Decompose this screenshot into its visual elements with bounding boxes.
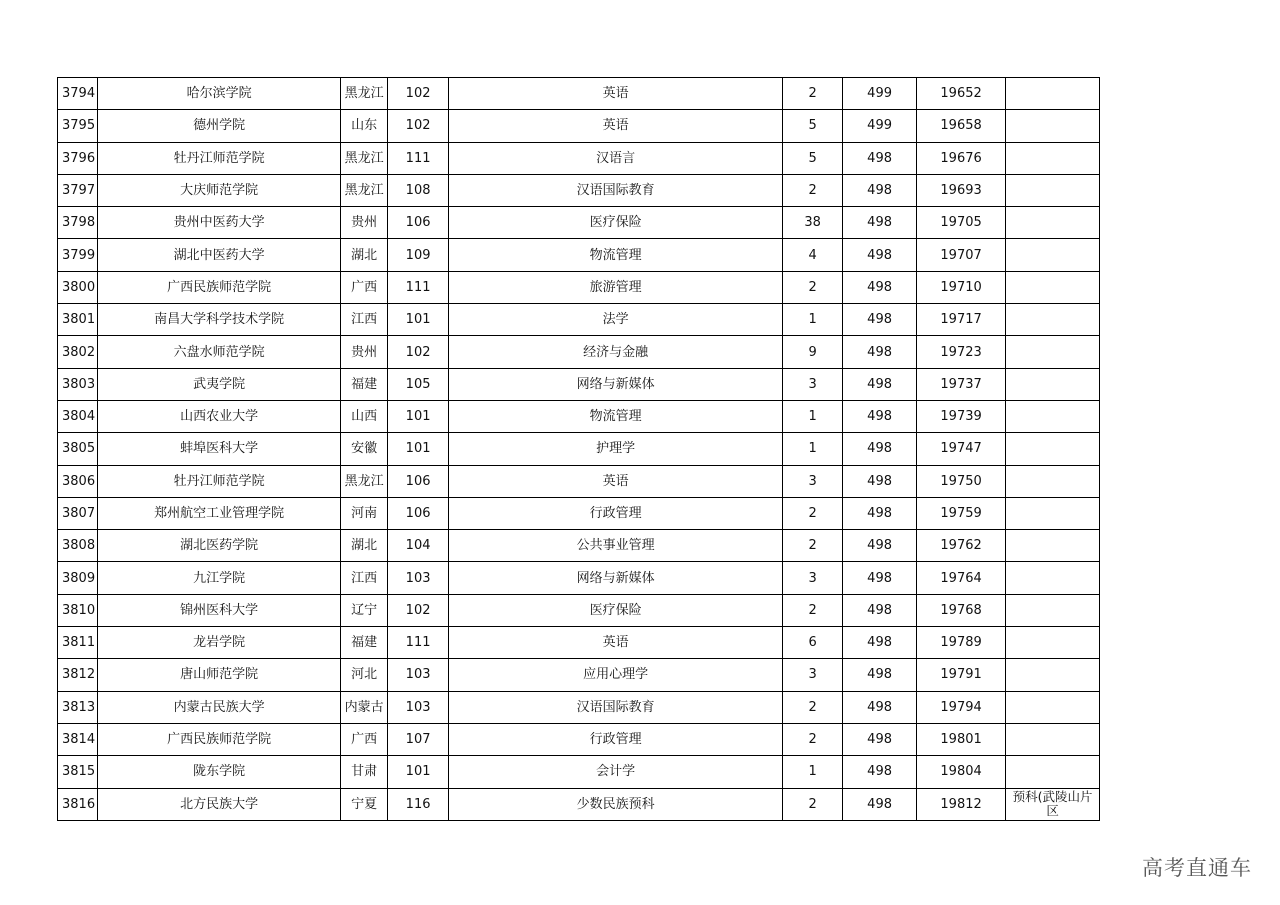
cell-min-rank: 19693 xyxy=(917,174,1006,206)
cell-school: 南昌大学科学技术学院 xyxy=(98,304,341,336)
cell-major-code: 111 xyxy=(388,142,449,174)
cell-major: 行政管理 xyxy=(449,497,783,529)
cell-index: 3795 xyxy=(58,110,98,142)
cell-min-score: 498 xyxy=(843,627,917,659)
cell-index: 3814 xyxy=(58,723,98,755)
table-row xyxy=(58,207,1100,239)
watermark-logo-text: 高考直通车 xyxy=(1142,856,1252,880)
table-row xyxy=(58,788,1100,820)
table-row xyxy=(58,594,1100,626)
cell-min-rank: 19804 xyxy=(917,756,1006,788)
cell-major: 英语 xyxy=(449,78,783,110)
cell-note xyxy=(1006,497,1100,529)
cell-province: 黑龙江 xyxy=(341,78,388,110)
cell-index: 3797 xyxy=(58,174,98,206)
cell-min-rank: 19768 xyxy=(917,594,1006,626)
cell-school: 龙岩学院 xyxy=(98,627,341,659)
cell-note xyxy=(1006,659,1100,691)
cell-school: 广西民族师范学院 xyxy=(98,723,341,755)
cell-major: 物流管理 xyxy=(449,400,783,432)
cell-school: 哈尔滨学院 xyxy=(98,78,341,110)
cell-min-score: 498 xyxy=(843,304,917,336)
cell-index: 3802 xyxy=(58,336,98,368)
cell-min-score: 498 xyxy=(843,723,917,755)
cell-index: 3815 xyxy=(58,756,98,788)
cell-major-code: 101 xyxy=(388,304,449,336)
cell-index: 3796 xyxy=(58,142,98,174)
cell-index: 3813 xyxy=(58,691,98,723)
cell-min-rank: 19794 xyxy=(917,691,1006,723)
cell-school: 湖北中医药大学 xyxy=(98,239,341,271)
cell-province: 黑龙江 xyxy=(341,465,388,497)
cell-plan-count: 4 xyxy=(783,239,843,271)
cell-major-code: 106 xyxy=(388,207,449,239)
cell-min-score: 498 xyxy=(843,400,917,432)
cell-province: 河北 xyxy=(341,659,388,691)
cell-index: 3804 xyxy=(58,400,98,432)
table-row xyxy=(58,400,1100,432)
cell-min-rank: 19801 xyxy=(917,723,1006,755)
cell-plan-count: 2 xyxy=(783,788,843,820)
cell-major-code: 103 xyxy=(388,562,449,594)
cell-major: 英语 xyxy=(449,627,783,659)
cell-major: 物流管理 xyxy=(449,239,783,271)
cell-major-code: 111 xyxy=(388,271,449,303)
table-row xyxy=(58,142,1100,174)
cell-major: 英语 xyxy=(449,465,783,497)
cell-province: 黑龙江 xyxy=(341,174,388,206)
cell-major: 经济与金融 xyxy=(449,336,783,368)
cell-min-score: 498 xyxy=(843,756,917,788)
cell-major: 应用心理学 xyxy=(449,659,783,691)
cell-major: 汉语国际教育 xyxy=(449,174,783,206)
cell-major-code: 106 xyxy=(388,465,449,497)
cell-school: 牡丹江师范学院 xyxy=(98,465,341,497)
cell-min-score: 498 xyxy=(843,691,917,723)
table-row xyxy=(58,304,1100,336)
cell-min-rank: 19791 xyxy=(917,659,1006,691)
cell-index: 3812 xyxy=(58,659,98,691)
cell-note xyxy=(1006,400,1100,432)
admission-table xyxy=(57,77,1100,821)
cell-plan-count: 9 xyxy=(783,336,843,368)
cell-province: 黑龙江 xyxy=(341,142,388,174)
cell-plan-count: 2 xyxy=(783,691,843,723)
cell-min-rank: 19652 xyxy=(917,78,1006,110)
cell-major: 法学 xyxy=(449,304,783,336)
cell-province: 辽宁 xyxy=(341,594,388,626)
cell-note xyxy=(1006,78,1100,110)
cell-major-code: 104 xyxy=(388,530,449,562)
cell-province: 山西 xyxy=(341,400,388,432)
table-row xyxy=(58,627,1100,659)
cell-note xyxy=(1006,110,1100,142)
cell-index: 3799 xyxy=(58,239,98,271)
cell-major: 网络与新媒体 xyxy=(449,562,783,594)
cell-school: 牡丹江师范学院 xyxy=(98,142,341,174)
cell-major-code: 103 xyxy=(388,691,449,723)
cell-plan-count: 2 xyxy=(783,723,843,755)
cell-plan-count: 3 xyxy=(783,368,843,400)
cell-min-score: 498 xyxy=(843,271,917,303)
cell-min-rank: 19705 xyxy=(917,207,1006,239)
cell-major: 会计学 xyxy=(449,756,783,788)
cell-min-rank: 19747 xyxy=(917,433,1006,465)
cell-plan-count: 1 xyxy=(783,756,843,788)
cell-index: 3807 xyxy=(58,497,98,529)
cell-plan-count: 3 xyxy=(783,465,843,497)
cell-note xyxy=(1006,691,1100,723)
cell-plan-count: 1 xyxy=(783,433,843,465)
cell-major-code: 101 xyxy=(388,756,449,788)
cell-note xyxy=(1006,336,1100,368)
cell-school: 山西农业大学 xyxy=(98,400,341,432)
cell-min-rank: 19717 xyxy=(917,304,1006,336)
cell-plan-count: 1 xyxy=(783,304,843,336)
cell-major: 旅游管理 xyxy=(449,271,783,303)
cell-province: 贵州 xyxy=(341,207,388,239)
cell-plan-count: 2 xyxy=(783,497,843,529)
cell-min-rank: 19750 xyxy=(917,465,1006,497)
cell-major: 少数民族预科 xyxy=(449,788,783,820)
table-row xyxy=(58,433,1100,465)
cell-note xyxy=(1006,239,1100,271)
cell-note xyxy=(1006,271,1100,303)
cell-note xyxy=(1006,627,1100,659)
cell-major-code: 111 xyxy=(388,627,449,659)
cell-note xyxy=(1006,756,1100,788)
cell-note xyxy=(1006,594,1100,626)
cell-min-score: 498 xyxy=(843,336,917,368)
table-body xyxy=(58,78,1100,821)
cell-note xyxy=(1006,530,1100,562)
cell-min-score: 498 xyxy=(843,239,917,271)
cell-plan-count: 2 xyxy=(783,594,843,626)
table-row xyxy=(58,756,1100,788)
cell-major-code: 102 xyxy=(388,336,449,368)
cell-school: 九江学院 xyxy=(98,562,341,594)
table-row xyxy=(58,562,1100,594)
cell-min-score: 499 xyxy=(843,110,917,142)
cell-major: 网络与新媒体 xyxy=(449,368,783,400)
cell-index: 3811 xyxy=(58,627,98,659)
cell-note: 预科(武陵山片区 xyxy=(1006,788,1100,820)
cell-province: 内蒙古 xyxy=(341,691,388,723)
cell-major-code: 102 xyxy=(388,78,449,110)
cell-min-score: 498 xyxy=(843,465,917,497)
cell-min-score: 498 xyxy=(843,207,917,239)
cell-plan-count: 3 xyxy=(783,659,843,691)
cell-major-code: 103 xyxy=(388,659,449,691)
cell-min-score: 498 xyxy=(843,562,917,594)
cell-min-rank: 19762 xyxy=(917,530,1006,562)
cell-min-score: 498 xyxy=(843,594,917,626)
table-row xyxy=(58,78,1100,110)
cell-plan-count: 1 xyxy=(783,400,843,432)
table-row xyxy=(58,530,1100,562)
cell-school: 锦州医科大学 xyxy=(98,594,341,626)
cell-school: 德州学院 xyxy=(98,110,341,142)
table-row xyxy=(58,271,1100,303)
cell-province: 湖北 xyxy=(341,239,388,271)
cell-index: 3805 xyxy=(58,433,98,465)
cell-province: 福建 xyxy=(341,368,388,400)
cell-province: 江西 xyxy=(341,562,388,594)
cell-plan-count: 2 xyxy=(783,530,843,562)
cell-plan-count: 2 xyxy=(783,78,843,110)
cell-index: 3803 xyxy=(58,368,98,400)
cell-province: 广西 xyxy=(341,271,388,303)
table-row xyxy=(58,368,1100,400)
cell-major: 公共事业管理 xyxy=(449,530,783,562)
cell-major: 汉语言 xyxy=(449,142,783,174)
table-row xyxy=(58,465,1100,497)
cell-min-score: 498 xyxy=(843,788,917,820)
cell-index: 3806 xyxy=(58,465,98,497)
cell-min-score: 498 xyxy=(843,142,917,174)
cell-province: 福建 xyxy=(341,627,388,659)
cell-major-code: 102 xyxy=(388,594,449,626)
table-row xyxy=(58,336,1100,368)
cell-note xyxy=(1006,465,1100,497)
table-row xyxy=(58,239,1100,271)
cell-index: 3809 xyxy=(58,562,98,594)
cell-min-rank: 19739 xyxy=(917,400,1006,432)
cell-min-rank: 19710 xyxy=(917,271,1006,303)
table-row xyxy=(58,659,1100,691)
cell-major-code: 101 xyxy=(388,400,449,432)
cell-min-rank: 19723 xyxy=(917,336,1006,368)
cell-min-score: 499 xyxy=(843,78,917,110)
cell-province: 山东 xyxy=(341,110,388,142)
cell-note xyxy=(1006,142,1100,174)
cell-province: 安徽 xyxy=(341,433,388,465)
cell-index: 3801 xyxy=(58,304,98,336)
cell-province: 宁夏 xyxy=(341,788,388,820)
cell-min-rank: 19812 xyxy=(917,788,1006,820)
cell-major-code: 107 xyxy=(388,723,449,755)
cell-plan-count: 3 xyxy=(783,562,843,594)
cell-min-rank: 19658 xyxy=(917,110,1006,142)
cell-min-rank: 19764 xyxy=(917,562,1006,594)
cell-note xyxy=(1006,368,1100,400)
table-row xyxy=(58,174,1100,206)
cell-major: 医疗保险 xyxy=(449,594,783,626)
cell-note xyxy=(1006,433,1100,465)
cell-plan-count: 2 xyxy=(783,174,843,206)
cell-min-score: 498 xyxy=(843,174,917,206)
cell-major-code: 116 xyxy=(388,788,449,820)
cell-province: 河南 xyxy=(341,497,388,529)
cell-major: 行政管理 xyxy=(449,723,783,755)
cell-plan-count: 2 xyxy=(783,271,843,303)
cell-province: 贵州 xyxy=(341,336,388,368)
cell-major-code: 106 xyxy=(388,497,449,529)
cell-min-rank: 19707 xyxy=(917,239,1006,271)
cell-major: 英语 xyxy=(449,110,783,142)
cell-school: 北方民族大学 xyxy=(98,788,341,820)
cell-plan-count: 38 xyxy=(783,207,843,239)
cell-school: 湖北医药学院 xyxy=(98,530,341,562)
cell-province: 湖北 xyxy=(341,530,388,562)
cell-major-code: 105 xyxy=(388,368,449,400)
cell-plan-count: 6 xyxy=(783,627,843,659)
cell-school: 唐山师范学院 xyxy=(98,659,341,691)
cell-major: 汉语国际教育 xyxy=(449,691,783,723)
cell-school: 贵州中医药大学 xyxy=(98,207,341,239)
table-row xyxy=(58,110,1100,142)
cell-min-score: 498 xyxy=(843,530,917,562)
table-row xyxy=(58,497,1100,529)
table-row xyxy=(58,691,1100,723)
cell-school: 武夷学院 xyxy=(98,368,341,400)
cell-note xyxy=(1006,723,1100,755)
cell-min-rank: 19676 xyxy=(917,142,1006,174)
cell-school: 大庆师范学院 xyxy=(98,174,341,206)
cell-index: 3798 xyxy=(58,207,98,239)
cell-index: 3810 xyxy=(58,594,98,626)
cell-min-rank: 19759 xyxy=(917,497,1006,529)
cell-index: 3800 xyxy=(58,271,98,303)
cell-school: 陇东学院 xyxy=(98,756,341,788)
cell-note xyxy=(1006,562,1100,594)
cell-province: 江西 xyxy=(341,304,388,336)
cell-major-code: 109 xyxy=(388,239,449,271)
cell-min-rank: 19789 xyxy=(917,627,1006,659)
cell-province: 甘肃 xyxy=(341,756,388,788)
cell-major: 医疗保险 xyxy=(449,207,783,239)
cell-index: 3816 xyxy=(58,788,98,820)
cell-index: 3808 xyxy=(58,530,98,562)
cell-note xyxy=(1006,174,1100,206)
cell-major-code: 101 xyxy=(388,433,449,465)
cell-index: 3794 xyxy=(58,78,98,110)
cell-note xyxy=(1006,207,1100,239)
table-row xyxy=(58,723,1100,755)
cell-school: 六盘水师范学院 xyxy=(98,336,341,368)
cell-major: 护理学 xyxy=(449,433,783,465)
cell-school: 广西民族师范学院 xyxy=(98,271,341,303)
cell-plan-count: 5 xyxy=(783,142,843,174)
cell-min-score: 498 xyxy=(843,368,917,400)
cell-min-rank: 19737 xyxy=(917,368,1006,400)
cell-min-score: 498 xyxy=(843,497,917,529)
cell-school: 内蒙古民族大学 xyxy=(98,691,341,723)
cell-school: 蚌埠医科大学 xyxy=(98,433,341,465)
cell-school: 郑州航空工业管理学院 xyxy=(98,497,341,529)
cell-min-score: 498 xyxy=(843,659,917,691)
cell-major-code: 108 xyxy=(388,174,449,206)
cell-min-score: 498 xyxy=(843,433,917,465)
cell-major-code: 102 xyxy=(388,110,449,142)
cell-plan-count: 5 xyxy=(783,110,843,142)
cell-note xyxy=(1006,304,1100,336)
cell-province: 广西 xyxy=(341,723,388,755)
